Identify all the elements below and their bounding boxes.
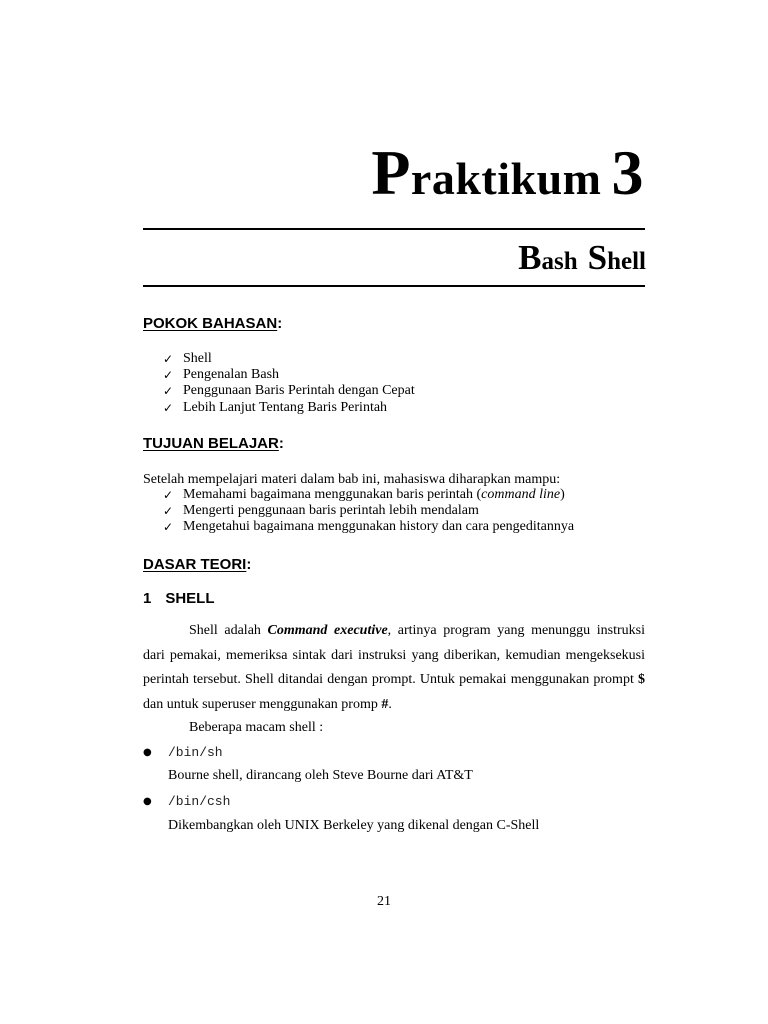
user-prompt-symbol: $	[638, 672, 645, 687]
shell-description: Bourne shell, dirancang oleh Steve Bourne dari AT&T	[168, 768, 473, 783]
shell-description: Dikembangkan oleh UNIX Berkeley yang dikenal dengan C-Shell	[168, 818, 540, 833]
check-mark-icon: ✓	[163, 384, 174, 399]
subtitle-rest-2: hell	[607, 248, 646, 275]
bullet-dot-icon: ●	[143, 747, 152, 758]
tujuan-belajar-list	[163, 487, 574, 536]
title-rule-top	[143, 228, 645, 230]
section-heading-shell	[143, 589, 215, 609]
command-executive-term: Command executive	[267, 623, 388, 638]
check-mark-icon: ✓	[163, 368, 174, 383]
list-item: ✓ Lebih Lanjut Tentang Baris Perintah	[163, 399, 388, 415]
title-rule-bottom	[143, 285, 645, 287]
heading-tujuan-text: TUJUAN BELAJAR	[143, 435, 279, 452]
chapter-number: 3	[611, 137, 644, 208]
command-line-term: command line	[481, 487, 561, 502]
section-number: 1	[143, 590, 152, 607]
check-mark-icon: ✓	[163, 488, 174, 502]
heading-dasar-text: DASAR TEORI	[143, 556, 247, 573]
list-item: ✓ Memahami bagaimana menggunakan baris perintah (command line)	[163, 487, 565, 502]
heading-pokok-bahasan: POKOK BAHASAN:	[143, 315, 283, 332]
list-item: ✓ Mengetahui bagaimana menggunakan history dan cara pengeditannya	[163, 519, 575, 535]
check-mark-icon: ✓	[163, 352, 174, 366]
section-title: SHELL	[165, 590, 215, 607]
superuser-prompt-symbol: #	[381, 696, 389, 712]
check-mark-icon: ✓	[163, 504, 174, 519]
list-item: ✓ Penggunaan Baris Perintah dengan Cepat	[163, 383, 415, 399]
shells-intro: Beberapa macam shell :	[189, 720, 324, 735]
title-rest: raktikum	[410, 153, 602, 204]
tujuan-intro: Setelah mempelajari materi dalam bab ini, mahasiswa diharapkan mampu:	[143, 472, 561, 487]
chapter-title	[371, 138, 644, 214]
pokok-bahasan-list	[163, 351, 415, 416]
subtitle-cap-2: S	[587, 238, 608, 277]
heading-tujuan-belajar: TUJUAN BELAJAR:	[143, 435, 284, 452]
heading-pokok-text: POKOK BAHASAN	[143, 315, 278, 332]
shell-path: /bin/csh	[168, 794, 231, 809]
subtitle-cap-1: B	[518, 238, 542, 277]
page-number: 21	[377, 894, 391, 909]
list-item: ✓ Shell	[163, 351, 212, 366]
shell-path: /bin/sh	[168, 745, 223, 760]
shell-definition-paragraph: Shell adalah Command executive, artinya program yang menunggu instruksi dari pemakai, memeriksa sintak dari instruksi yang diberikan, kemudian mengeksekusi perintah tersebut. Shell ditandai dengan prompt. Untuk pemakai menggunakan prompt $ dan untuk superuser menggunakan promp #.	[143, 623, 645, 712]
check-mark-icon: ✓	[163, 520, 174, 535]
subtitle-rest-1: ash	[541, 248, 578, 275]
check-mark-icon: ✓	[163, 400, 174, 415]
list-item: ✓ Pengenalan Bash	[163, 367, 280, 383]
list-item: ✓ Mengerti penggunaan baris perintah lebih mendalam	[163, 503, 479, 519]
bullet-dot-icon: ●	[143, 796, 152, 807]
heading-dasar-teori: DASAR TEORI:	[143, 556, 252, 573]
chapter-subtitle	[518, 234, 646, 286]
title-initial: P	[371, 137, 411, 208]
